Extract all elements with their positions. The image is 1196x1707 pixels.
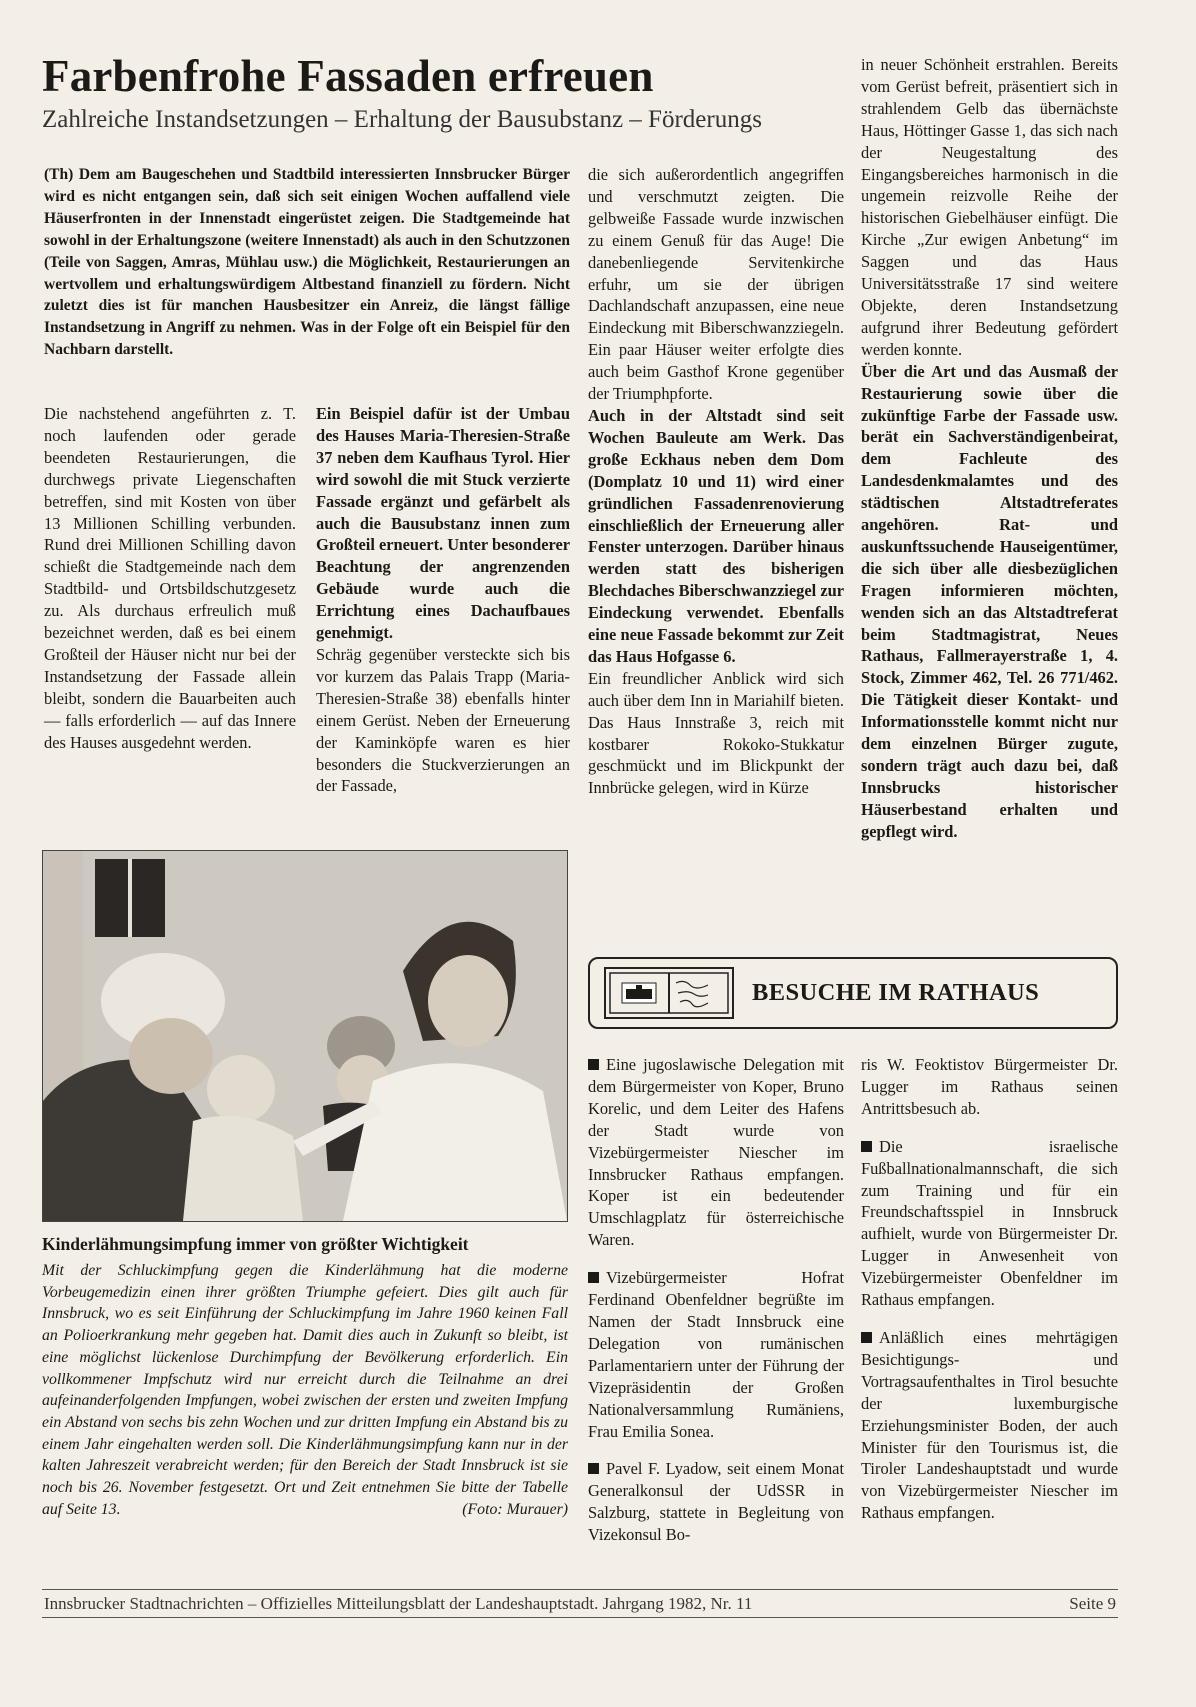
article-column-1 — [44, 403, 296, 754]
photo-caption-text: Mit der Schluckimpfung gegen die Kinderlähmung hat die moderne Vorbeugemedizin einen ihrer größten Triumphe gefeiert. Dies gilt auch für Innsbruck, wo es seit Einführung der Schluckimpfung im Jahre 1960 keinen Fall an Polioerkrankung mehr gegeben hat. Damit dies auch in Zukunft so bleibt, ist eine möglichst lückenlose Durchimpfung der Bevölkerung erforderlich. Ein vollkommener Impfschutz wird nur erreicht durch die Teilnahme an drei aufeinanderfolgenden Impfungen, wobei zwischen der ersten und zweiten Impfung ein Abstand von sechs bis zehn Wochen und zur dritten Impfung ein Abstand bis zu einem Jahr eingehalten werden soll. Die Kinderlähmungsimpfung kann nur in der kalten Jahreszeit verabreicht werden; für den Bereich der Stadt Innsbruck ist sie noch bis 26. November festgesetzt. Ort und Zeit entnehmen Sie bitte der Tabelle auf Seite 13. — [42, 1262, 568, 1518]
visit-item: Eine jugoslawische Delegation mit dem Bürgermeister von Koper, Bruno Korelic, und dem Leiter des Hafens der Stadt wurde von Vizebürgermeister Niescher im Innsbrucker Rathaus empfangen. Koper ist ein bedeutender Umschlagplatz für österreichische Waren. — [588, 1055, 844, 1250]
article-column-3 — [588, 164, 844, 799]
visit-item-continued: ris W. Feoktistov Bürgermeister Dr. Lugger im Rathaus seinen Antrittsbesuch ab. — [861, 1055, 1118, 1118]
rathaus-visits-header-box — [588, 957, 1118, 1029]
subheadline: Zahlreiche Instandsetzungen – Erhaltung der Bausubstanz – Förderungs — [42, 106, 762, 133]
visit-item: Vizebürgermeister Hofrat Ferdinand Obenfeldner begrüßte im Namen der Stadt Innsbruck eine Delegation von rumänischen Parlamentariern unter der Führung der Vizepräsidentin der Großen Nationalversammlung Rumäniens, Frau Emilia Sonea. — [588, 1268, 844, 1441]
footer-rule-bottom — [42, 1617, 1118, 1618]
rathaus-visits-title: BESUCHE IM RATHAUS — [752, 979, 1040, 1006]
bullet-square-icon — [588, 1463, 599, 1474]
guestbook-icon — [604, 967, 734, 1019]
photo-credit: (Foto: Murauer) — [462, 1500, 568, 1518]
footer-rule-top — [42, 1589, 1118, 1590]
visit-item: Pavel F. Lyadow, seit einem Monat Generalkonsul der UdSSR in Salzburg, stattete in Begleitung von Vizekonsul Bo- — [588, 1459, 844, 1545]
column-2-bold-text: Ein Beispiel dafür ist der Umbau des Hauses Maria-Theresien-Straße 37 neben dem Kaufhaus Tyrol. Hier wird sowohl die mit Stuck verzierte Fassade ergänzt und gefärbelt als auch die Bausubstanz innen zum Großteil erneuert. Unter besonderer Beachtung der angrenzenden Gebäude wurde auch die Errichtung eines Dachaufbaues genehmigt. — [316, 404, 570, 643]
column-2-text: Schräg gegenüber versteckte sich bis vor kurzem das Palais Trapp (Maria-Theresien-Straße 38) ebenfalls hinter einem Gerüst. Neben der Erneuerung der Kaminköpfe waren es hier besonders die Stuckverzierungen an der Fassade, — [316, 644, 570, 796]
column-4-bold-text: Über die Art und das Ausmaß der Restaurierung sowie über die zukünftige Farbe der Fassade usw. berät ein Sachverständigenbeirat, dem Fachleute des Landesdenkmalamtes und des städtischen Altstadtreferates angehören. Rat- und auskunftssuchende Hauseigentümer, die sich über alle diesbezüglichen Fragen informieren möchten, wenden sich an das Altstadtreferat beim Stadtmagistrat, Neues Rathaus, Fallmerayerstraße 1, 4. Stock, Zimmer 462, Tel. 26 771/462. Die Tätigkeit dieser Kontakt- und Informationsstelle kommt nicht nur dem einzelnen Bürger zugute, sondern trägt auch dazu bei, daß Innsbrucks historischer Häuserbestand erhalten und gepflegt wird. — [861, 361, 1118, 841]
visit-item: Anläßlich eines mehrtägigen Besichtigungs- und Vortragsaufenthaltes in Tirol besuchte der luxemburgische Erziehungsminister Boden, der auch Minister für den Tourismus ist, die Tiroler Landeshauptstadt und wurde von Vizebürgermeister Niescher im Rathaus empfangen. — [861, 1327, 1118, 1523]
article-column-4 — [861, 54, 1118, 843]
visits-column-2 — [861, 1054, 1118, 1524]
vaccination-photo — [42, 850, 568, 1222]
visits-column-1 — [588, 1054, 844, 1546]
page-number: Seite 9 — [1069, 1594, 1116, 1613]
bullet-square-icon — [861, 1141, 872, 1152]
page-footer — [44, 1594, 1116, 1614]
photo-illustration — [43, 851, 567, 1221]
bullet-square-icon — [861, 1332, 872, 1343]
lead-paragraph: (Th) Dem am Baugeschehen und Stadtbild interessierten Innsbrucker Bürger wird es nicht entgangen sein, daß sich seit einigen Wochen auffallend viele Häuserfronten in der Innenstadt eingerüstet zeigen. Die Stadtgemeinde hat sowohl in der Erhaltungszone (weitere Innenstadt) als auch in den Schutzzonen (Teile von Saggen, Amras, Mühlau usw.) die Möglichkeit, Restaurierungen an wertvollem und erhaltungswürdigem Altbestand finanziell zu fördern. Nicht zuletzt dies ist für manchen Hausbesitzer ein Anreiz, die längst fällige Instandsetzung in Angriff zu nehmen. Was in der Folge oft ein Beispiel für den Nachbarn darstellt. — [44, 166, 570, 359]
bullet-square-icon — [588, 1059, 599, 1070]
photo-caption-title: Kinderlähmungsimpfung immer von größter Wichtigkeit — [42, 1234, 469, 1254]
column-1-text: Die nachstehend angeführten z. T. noch laufenden oder gerade beendeten Restaurierungen, die durchwegs private Liegenschaften betreffen, sind mit Kosten von über 13 Millionen Schilling verbunden. Rund drei Millionen Schilling davon schießt die Stadtgemeinde nach dem Stadtbild- und Ortsbildschutzgesetz zu. Als durchaus erfreulich muß bezeichnet werden, daß es bei einem Großteil der Häuser nicht nur bei der Instandsetzung der Fassade allein bleibt, sondern die Bauarbeiten auch — falls erforderlich — auf das Innere des Hauses ausgedehnt werden. — [44, 404, 296, 752]
column-4-text: in neuer Schönheit erstrahlen. Bereits vom Gerüst befreit, präsentiert sich in strahlendem Gelb das übernächste Haus, Höttinger Gasse 1, das sich nach der Neugestaltung des Eingangsbereiches harmonisch in die ungemein reizvolle Reihe der historischen Giebelhäuser einfügt. Die Kirche „Zur ewigen Anbetung“ im Saggen und das Haus Universitätsstraße 17 sind weitere Objekte, deren Instandsetzung aufgrund ihrer Bedeutung gefördert werden konnte. — [861, 55, 1118, 359]
article-column-2 — [316, 403, 570, 797]
footer-publication: Innsbrucker Stadtnachrichten – Offizielles Mitteilungsblatt der Landeshauptstadt. Jahrgang 1982, Nr. 11 — [44, 1594, 753, 1613]
column-3-bold-text: Auch in der Altstadt sind seit Wochen Bauleute am Werk. Das große Eckhaus neben dem Dom (Domplatz 10 und 11) wird einer gründlichen Fassadenrenovierung einschließlich der Erneuerung aller Fenster unterzogen. Darüber hinaus werden statt des bisherigen Blechdaches Biberschwanzziegel zur Eindeckung verwendet. Ebenfalls eine neue Fassade bekommt zur Zeit das Haus Hofgasse 6. — [588, 405, 844, 666]
photo-caption — [42, 1260, 568, 1520]
column-3-text-a: die sich außerordentlich angegriffen und verschmutzt zeigten. Die gelbweiße Fassade wurde inzwischen zu einem Genuß für das Auge! Die danebenliegende Servitenkirche erfuhr, um sie der übrigen Dachlandschaft anzupassen, eine neue Eindeckung mit Biberschwanzziegeln. Ein paar Häuser weiter erfolgte dies auch beim Gasthof Krone gegenüber der Triumphpforte. — [588, 165, 844, 404]
visit-item: Die israelische Fußballnationalmannschaft, die sich zum Training und für ein Freundschaftsspiel in Innsbruck aufhielt, wurde von Bürgermeister Dr. Lugger in Anwesenheit von Vizebürgermeister Obenfeldner im Rathaus empfangen. — [861, 1136, 1118, 1310]
headline: Farbenfrohe Fassaden erfreuen — [42, 51, 654, 101]
bullet-square-icon — [588, 1272, 599, 1283]
column-3-text-c: Ein freundlicher Anblick wird sich auch über dem Inn in Mariahilf bieten. Das Haus Innstraße 3, reich mit kostbarer Rokoko-Stukkatur geschmückt und im Blickpunkt der Innbrücke gelegen, wird in Kürze — [588, 668, 844, 798]
